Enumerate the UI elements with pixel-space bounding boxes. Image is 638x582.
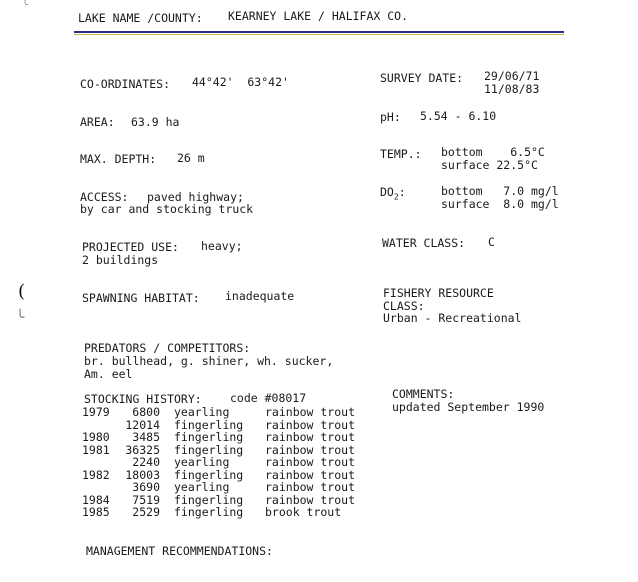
stocking-species: rainbow trout: [265, 492, 356, 507]
stocking-row: [82, 405, 356, 419]
header-rule-accent: [74, 34, 564, 35]
lake-name-label: LAKE NAME /COUNTY:: [78, 11, 203, 25]
stocking-table: [82, 405, 356, 519]
stocking-row: [82, 467, 356, 482]
projected-use-line1: heavy;: [201, 239, 243, 253]
stocking-history-label: STOCKING HISTORY:: [84, 392, 202, 406]
access-label: ACCESS:: [80, 190, 129, 204]
area-value: 63.9 ha: [131, 115, 180, 129]
stocking-species: rainbow trout: [265, 430, 356, 444]
stocking-number: 6800: [132, 405, 160, 419]
water-class-value: C: [488, 235, 495, 249]
water-class-label: WATER CLASS:: [382, 236, 466, 250]
predators-label: PREDATORS / COMPETITORS:: [84, 341, 251, 355]
do2-bottom: bottom 7.0 mg/l: [441, 184, 559, 198]
stocking-species: rainbow trout: [265, 405, 356, 419]
access-line1: paved highway;: [147, 190, 244, 204]
stocking-species: rainbow trout: [265, 417, 356, 432]
ph-label: pH:: [380, 110, 401, 124]
temp-surface: surface 22.5°C: [441, 158, 538, 172]
do2-label-sub: 2: [393, 192, 399, 202]
stocking-age: fingerling: [174, 492, 244, 507]
comments-label: COMMENTS:: [392, 387, 455, 401]
survey-date-2: 11/08/83: [484, 82, 540, 96]
stocking-species: rainbow trout: [265, 467, 356, 482]
binder-mark: ╰: [22, 0, 29, 11]
stocking-number: 12014: [125, 417, 160, 432]
stocking-age: yearling: [174, 405, 230, 419]
area-label: AREA:: [80, 115, 115, 129]
stocking-year: 1980: [82, 430, 110, 444]
do2-surface: surface 8.0 mg/l: [441, 197, 559, 211]
comments-value: updated September 1990: [392, 400, 545, 414]
predators-line1: br. bullhead, g. shiner, wh. sucker,: [84, 354, 334, 368]
fishery-value: Urban - Recreational: [383, 311, 522, 325]
stocking-number: 18003: [125, 467, 160, 482]
temp-bottom: bottom 6.5°C: [441, 145, 545, 159]
fishery-label-2: CLASS:: [383, 299, 425, 313]
stocking-species: rainbow trout: [265, 455, 356, 469]
stocking-number: 2529: [132, 505, 160, 519]
fishery-label-1: FISHERY RESOURCE: [383, 286, 494, 300]
stocking-species: rainbow trout: [265, 442, 356, 457]
stocking-year: 1979: [82, 405, 110, 419]
spawning-habitat-label: SPAWNING HABITAT:: [82, 291, 200, 305]
do2-label-colon: :: [398, 185, 406, 199]
do2-label: [380, 186, 406, 204]
stocking-year: 1982: [82, 467, 110, 482]
stocking-age: fingerling: [174, 505, 244, 519]
binder-mark: ╰: [16, 310, 25, 326]
stocking-number: 3690: [132, 480, 160, 494]
stocking-row: [82, 480, 356, 494]
stocking-row: [82, 455, 356, 469]
access-line2: by car and stocking truck: [80, 202, 254, 216]
stocking-species: rainbow trout: [265, 480, 356, 494]
stocking-age: fingerling: [174, 417, 244, 432]
survey-date-1: 29/06/71: [484, 69, 540, 83]
binder-mark: (: [18, 281, 26, 302]
stocking-year: 1985: [82, 505, 110, 519]
projected-use-label: PROJECTED USE:: [82, 240, 179, 254]
stocking-number: 2240: [132, 455, 160, 469]
stocking-number: 7519: [132, 492, 160, 507]
lake-name-value: KEARNEY LAKE / HALIFAX CO.: [228, 9, 409, 23]
stocking-age: yearling: [174, 455, 230, 469]
stocking-number: 3485: [132, 430, 160, 444]
stocking-row: [82, 442, 356, 457]
max-depth-value: 26 m: [177, 151, 205, 165]
do2-label-main: DO: [380, 185, 394, 199]
ph-value: 5.54 - 6.10: [420, 109, 497, 123]
projected-use-line2: 2 buildings: [82, 253, 159, 267]
stocking-row: [82, 430, 356, 444]
survey-date-label: SURVEY DATE:: [380, 71, 464, 85]
temp-label: TEMP.:: [380, 147, 422, 161]
stocking-age: fingerling: [174, 442, 244, 457]
stocking-year: 1984: [82, 492, 110, 507]
stocking-age: fingerling: [174, 467, 244, 482]
stocking-row: [82, 505, 342, 519]
management-recommendations-label: MANAGEMENT RECOMMENDATIONS:: [86, 544, 273, 558]
coordinates-label: CO-ORDINATES:: [80, 77, 171, 91]
stocking-age: fingerling: [174, 430, 244, 444]
stocking-code: code #08017: [230, 391, 307, 405]
stocking-year: 1981: [82, 442, 110, 457]
stocking-species: brook trout: [265, 505, 342, 519]
header-rule-top: [74, 31, 564, 33]
coordinates-value: 44°42' 63°42': [192, 75, 289, 89]
max-depth-label: MAX. DEPTH:: [80, 152, 157, 166]
predators-line2: Am. eel: [84, 367, 133, 381]
stocking-number: 36325: [125, 442, 160, 457]
stocking-age: yearling: [174, 480, 230, 494]
spawning-habitat-value: inadequate: [225, 289, 295, 303]
